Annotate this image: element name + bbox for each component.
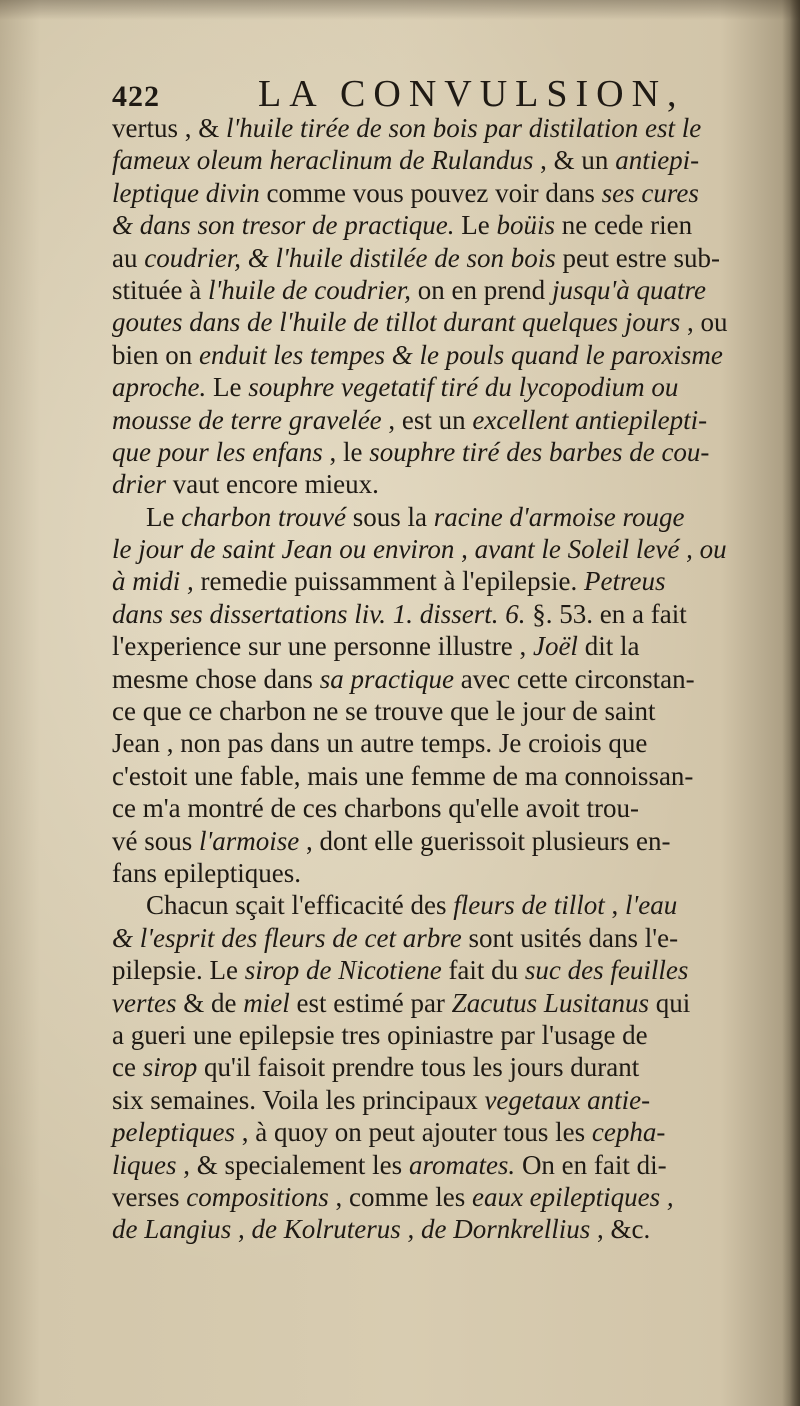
italic-text: Petreus: [584, 566, 666, 597]
italic-text: mousse de terre gravelée: [112, 404, 382, 435]
italic-text: & l'esprit des fleurs de cet arbre: [112, 922, 462, 953]
roman-text: six semaines. Voila les principaux: [112, 1084, 485, 1115]
italic-text: l'eau: [624, 890, 678, 921]
italic-text: souphre vegetatif tiré du lycopodium ou: [248, 372, 679, 403]
italic-text: de Langius , de Kolruterus , de Dornkrellius: [112, 1214, 591, 1245]
roman-text: au: [112, 242, 145, 273]
italic-text: aromates.: [408, 1149, 516, 1180]
text-line: [112, 1213, 784, 1245]
italic-text: racine d'armoise rouge: [433, 501, 685, 532]
text-line: [112, 371, 784, 403]
roman-text: Le: [146, 501, 182, 532]
roman-text: bien on: [112, 339, 199, 370]
italic-text: fleurs de tillot: [453, 890, 605, 921]
roman-text: c'estoit une fable, mais une femme de ma connoissan-: [112, 760, 694, 791]
italic-text: souphre tiré des barbes de cou-: [369, 436, 710, 467]
text-line: [112, 889, 784, 921]
roman-text: , dont elle guerissoit plusieurs en-: [299, 825, 671, 856]
italic-text: sirop: [142, 1052, 198, 1083]
roman-text: ne cede rien: [554, 210, 693, 241]
roman-text: qu'il faisoit prendre tous les jours durant: [197, 1052, 640, 1083]
italic-text: & dans son tresor de practique.: [112, 210, 455, 241]
italic-text: enduit les tempes & le pouls quand le paroxisme: [199, 339, 723, 370]
roman-text: ce m'a montré de ces charbons qu'elle avoit trou-: [112, 793, 640, 824]
roman-text: peut estre sub-: [555, 242, 720, 273]
roman-text: On en fait di-: [515, 1149, 667, 1180]
italic-text: Joël: [532, 631, 578, 662]
italic-text: eaux epileptiques ,: [471, 1181, 674, 1212]
roman-text: , & specialement les: [176, 1149, 409, 1180]
italic-text: l'armoise: [199, 825, 300, 856]
roman-text: sont usités dans l'e-: [461, 922, 679, 953]
roman-text: stituée à: [112, 274, 208, 305]
page-header: [112, 72, 685, 116]
roman-text: sous la: [345, 501, 434, 532]
roman-text: est estimé par: [289, 987, 452, 1018]
text-line: [112, 1149, 784, 1181]
page-edge-shadow: [782, 0, 800, 1406]
italic-text: vegetaux antie-: [484, 1084, 651, 1115]
text-line: [112, 792, 784, 824]
text-line: [112, 533, 784, 565]
roman-text: Jean , non pas dans un autre temps. Je croiois que: [112, 728, 648, 759]
italic-text: jusqu'à quatre: [551, 274, 706, 305]
roman-text: fans epileptiques.: [112, 857, 301, 888]
roman-text: mesme chose dans: [112, 663, 320, 694]
roman-text: , à quoy on peut ajouter tous les: [234, 1117, 592, 1148]
text-line: [112, 501, 784, 533]
roman-text: avec cette circonstan-: [453, 663, 695, 694]
italic-text: à midi ,: [112, 566, 194, 597]
text-line: [112, 144, 784, 176]
italic-text: miel: [243, 987, 290, 1018]
italic-text: coudrier, & l'huile distilée de son bois: [144, 242, 556, 273]
text-line: [112, 727, 784, 759]
roman-text: on en prend: [410, 274, 552, 305]
roman-text: verses: [112, 1181, 187, 1212]
italic-text: drier: [112, 469, 166, 500]
text-line: [112, 112, 784, 144]
text-line: [112, 1084, 784, 1116]
italic-text: le jour de saint Jean ou environ , avant le Soleil levé , ou: [112, 534, 727, 565]
italic-text: leptique divin: [112, 177, 260, 208]
page-top-shadow: [0, 0, 800, 20]
italic-text: fameux oleum heraclinum de Rulandus: [112, 145, 534, 176]
page-number: 422: [112, 80, 160, 113]
roman-text: a gueri une epilepsie tres opiniastre par l'usage de: [112, 1019, 648, 1050]
roman-text: ce que ce charbon ne se trouve que le jour de saint: [112, 696, 656, 727]
roman-text: , & un: [533, 145, 616, 176]
roman-text: fait du: [441, 955, 525, 986]
italic-text: compositions: [186, 1181, 329, 1212]
text-line: [112, 468, 784, 500]
roman-text: remedie puissamment à l'epilepsie.: [193, 566, 585, 597]
text-line: [112, 954, 784, 986]
text-line: [112, 177, 784, 209]
roman-text: , le: [322, 436, 370, 467]
text-line: [112, 565, 784, 597]
roman-text: , est un: [381, 404, 473, 435]
roman-text: ce: [112, 1052, 143, 1083]
italic-text: suc des feuilles: [524, 955, 689, 986]
roman-text: & de: [176, 987, 244, 1018]
italic-text: sa practique: [319, 663, 454, 694]
roman-text: vé sous: [112, 825, 199, 856]
text-line: [112, 1051, 784, 1083]
text-line: [112, 825, 784, 857]
text-line: [112, 339, 784, 371]
text-line: [112, 1019, 784, 1051]
italic-text: que pour les enfans: [112, 436, 323, 467]
text-line: [112, 436, 784, 468]
roman-text: pilepsie. Le: [112, 955, 245, 986]
roman-text: dit la: [577, 631, 640, 662]
body-text: [112, 112, 784, 1246]
italic-text: dans ses dissertations liv. 1. dissert. 6.: [112, 598, 526, 629]
italic-text: l'huile tirée de son bois par distilation est le: [226, 113, 702, 143]
roman-text: , ou: [680, 307, 728, 338]
text-line: [112, 306, 784, 338]
roman-text: Le: [206, 372, 249, 403]
roman-text: ,: [604, 890, 625, 921]
text-line: [112, 1116, 784, 1148]
italic-text: liques: [112, 1149, 177, 1180]
italic-text: vertes: [112, 987, 177, 1018]
italic-text: charbon trouvé: [181, 501, 346, 532]
text-line: [112, 857, 784, 889]
roman-text: vaut encore mieux.: [166, 469, 379, 500]
roman-text: comme vous pouvez voir dans: [259, 177, 602, 208]
italic-text: excellent antiepilepti-: [472, 404, 708, 435]
italic-text: l'huile de coudrier,: [207, 274, 411, 305]
text-line: [112, 922, 784, 954]
text-line: [112, 760, 784, 792]
roman-text: Chacun sçait l'efficacité des: [146, 890, 454, 921]
italic-text: goutes dans de l'huile de tillot durant quelques jours: [112, 307, 681, 338]
italic-text: Zacutus Lusitanus: [451, 987, 649, 1018]
roman-text: l'experience sur une personne illustre ,: [112, 631, 533, 662]
italic-text: cepha-: [591, 1117, 666, 1148]
italic-text: sirop de Nicotiene: [244, 955, 442, 986]
roman-text: Le: [454, 210, 497, 241]
text-line: [112, 209, 784, 241]
italic-text: boüis: [496, 210, 555, 241]
italic-text: antiepi-: [615, 145, 700, 176]
roman-text: , comme les: [328, 1181, 472, 1212]
italic-text: peleptiques: [112, 1117, 235, 1148]
italic-text: aproche.: [112, 372, 207, 403]
roman-text: qui: [648, 987, 691, 1018]
running-head: LA CONVULSION,: [258, 73, 685, 115]
text-line: [112, 1181, 784, 1213]
text-line: [112, 987, 784, 1019]
text-line: [112, 598, 784, 630]
roman-text: §. 53. en a fait: [525, 598, 687, 629]
text-line: [112, 242, 784, 274]
italic-text: ses cures: [601, 177, 699, 208]
roman-text: vertus , &: [112, 113, 226, 143]
text-line: [112, 663, 784, 695]
text-line: [112, 695, 784, 727]
text-line: [112, 274, 784, 306]
text-line: [112, 404, 784, 436]
roman-text: , &c.: [590, 1214, 651, 1245]
text-line: [112, 630, 784, 662]
